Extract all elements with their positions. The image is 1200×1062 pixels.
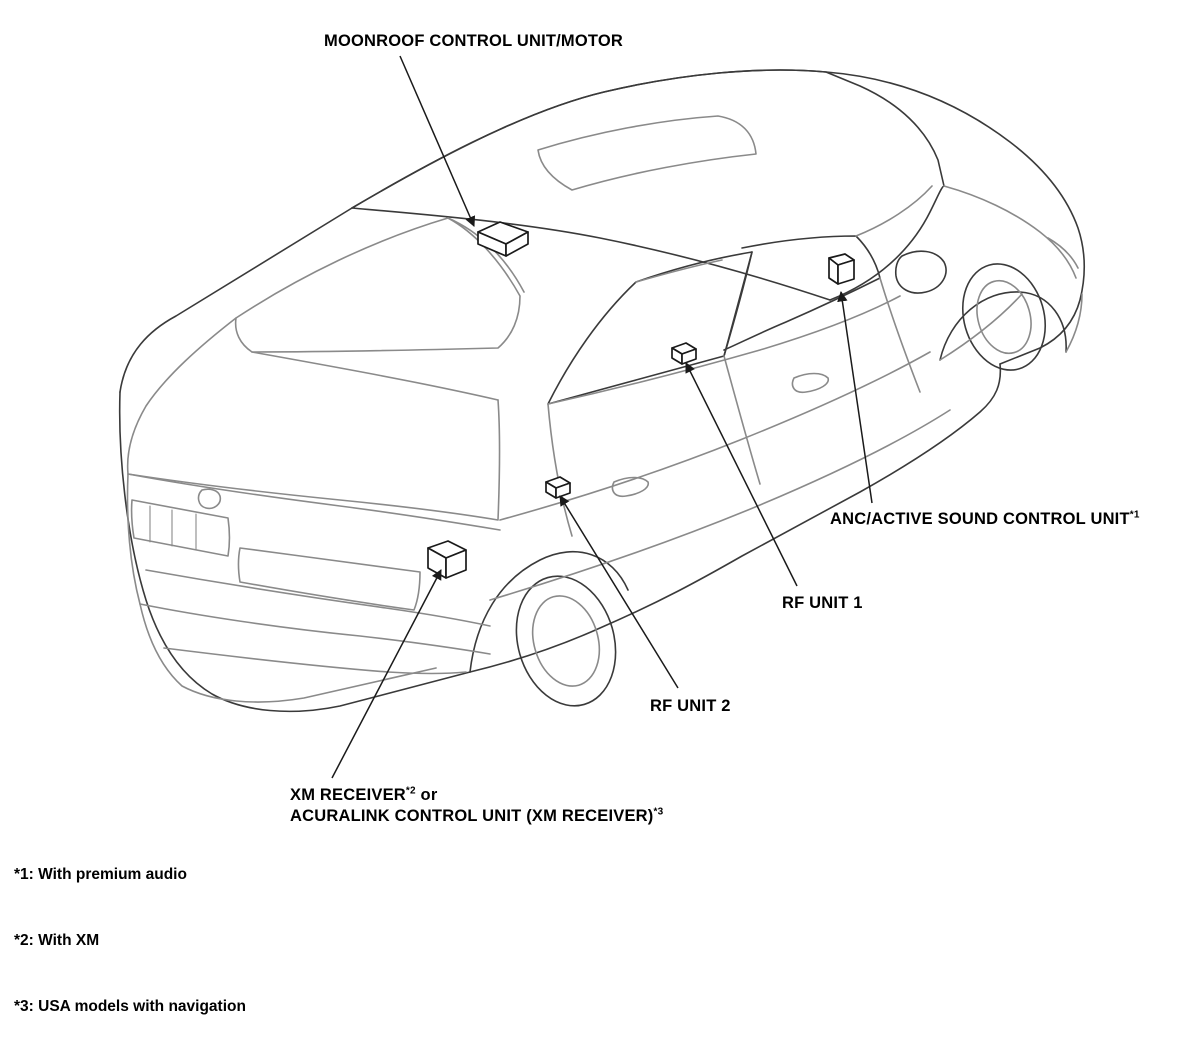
bumper-crease — [146, 570, 490, 626]
label-xm-superscript-2: *3 — [653, 806, 664, 818]
callout-line-anc — [841, 292, 872, 503]
roof-rear-edge — [352, 208, 830, 300]
hood-line — [944, 186, 1076, 278]
label-rf-unit-1 — [782, 593, 863, 614]
taillamp-lens-detail — [150, 506, 196, 550]
component-moonroof-control-unit — [478, 222, 528, 256]
label-moonroof-control-unit — [324, 31, 623, 52]
b-pillar — [724, 252, 752, 356]
body-outline — [120, 70, 1084, 392]
label-xm-text-1-tail: or — [415, 786, 438, 804]
footnotes-block — [14, 820, 246, 1062]
label-rf2-text: RF UNIT 2 — [650, 697, 731, 715]
door-glass-inner — [636, 260, 722, 282]
rear-wheel-rim — [523, 588, 610, 694]
component-xm-receiver — [428, 541, 466, 578]
callout-line-moonroof — [400, 56, 474, 226]
component-rf-unit-1 — [672, 343, 696, 364]
taillamp-left — [132, 500, 230, 556]
label-anc-control-unit — [830, 509, 1140, 530]
label-anc-text: ANC/ACTIVE SOUND CONTROL UNIT — [830, 510, 1130, 528]
label-rf-unit-2 — [650, 696, 731, 717]
label-xm-line1 — [290, 785, 663, 806]
component-anc-unit — [829, 254, 854, 284]
footnote-3: *3: USA models with navigation — [14, 998, 246, 1015]
trunk-lid — [128, 318, 500, 520]
callout-line-rf2 — [560, 496, 678, 688]
front-door-handle — [793, 374, 829, 393]
quarter-crease — [252, 352, 498, 400]
callout-line-rf1 — [686, 363, 797, 586]
rear-wheel-arch — [470, 552, 628, 672]
label-xm-line2 — [290, 806, 663, 827]
label-xm-text-1: XM RECEIVER — [290, 786, 406, 804]
footnote-2: *2: With XM — [14, 932, 100, 949]
b-pillar-shutline — [724, 356, 760, 484]
rear-tire — [502, 564, 631, 717]
rear-door-window — [548, 252, 752, 404]
license-recess — [239, 548, 421, 610]
lower-side-crease — [490, 410, 950, 600]
footnote-1: *1: With premium audio — [14, 866, 187, 883]
rear-door-shutline — [548, 404, 572, 536]
moonroof-glass — [538, 116, 756, 190]
front-wheel-rim — [969, 274, 1039, 359]
label-moonroof-text: MOONROOF CONTROL UNIT/MOTOR — [324, 32, 624, 50]
label-xm-superscript-1: *2 — [405, 785, 416, 797]
bumper-lower — [164, 648, 466, 674]
label-anc-superscript: *1 — [1129, 509, 1140, 521]
label-rf1-text: RF UNIT 1 — [782, 594, 863, 612]
mirror — [896, 251, 946, 293]
front-tire — [951, 254, 1058, 380]
component-rf-unit-2 — [546, 477, 570, 498]
rear-bumper — [140, 604, 436, 702]
roof-outline — [352, 70, 944, 208]
label-xm-receiver — [290, 785, 663, 827]
front-wheel-arch — [940, 292, 1066, 360]
label-xm-text-2: ACURALINK CONTROL UNIT (XM RECEIVER) — [290, 807, 654, 826]
roof-side-rail — [830, 186, 944, 300]
emblem — [199, 489, 221, 508]
front-fender-crease — [940, 294, 1022, 360]
